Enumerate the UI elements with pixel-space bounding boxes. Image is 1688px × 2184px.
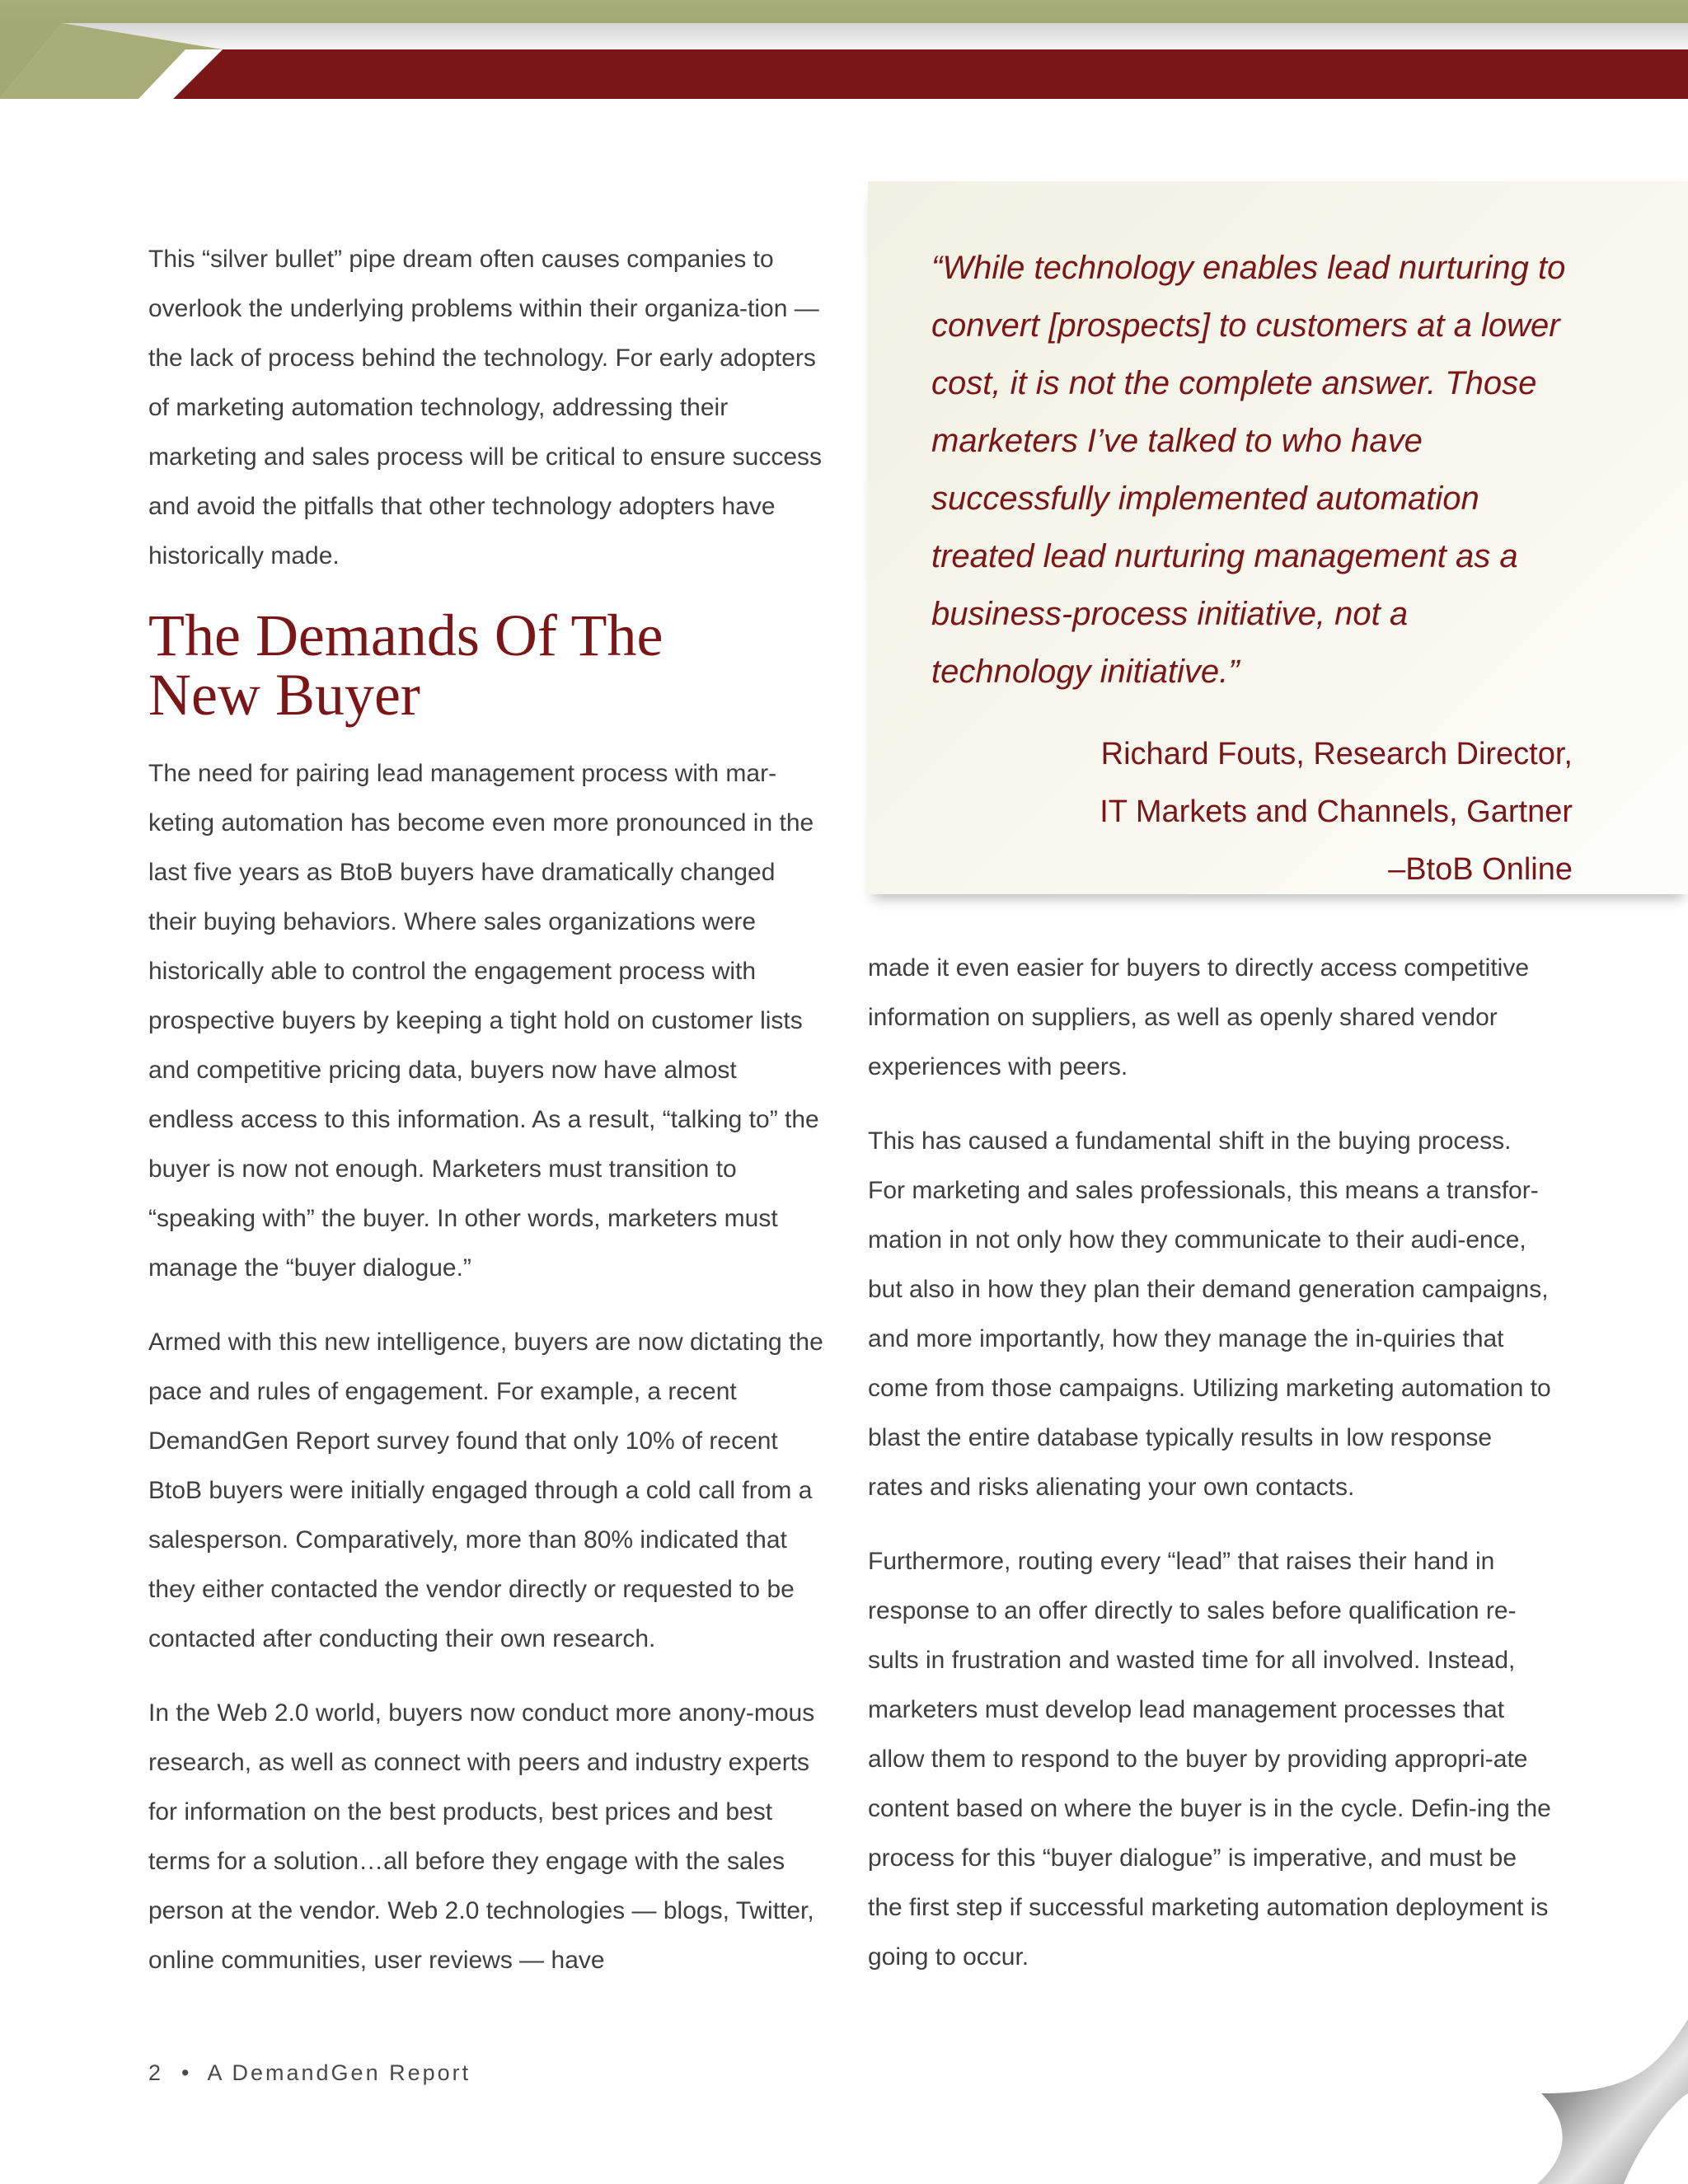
attribution-line-2: IT Markets and Channels, Gartner xyxy=(1100,794,1573,829)
intro-paragraph: This “silver bullet” pipe dream often causes companies to overlook the underlying problems within their organiza-tion — the lack of process behind the technology. For early adopters of marketing automation technology, addressing their marketing and sales process will be critical to ensure success and avoid the pitfalls that other technology adopters have historically made. xyxy=(148,246,823,569)
right-column xyxy=(868,944,1552,2007)
body-paragraph: Armed with this new intelligence, buyers are now dictating the pace and rules of engagement. For example, a recent DemandGen Report survey found that only 10% of recent BtoB buyers were initially engaged through a cold call from a salesperson. Comparatively, more than 80% indicated that they either contacted the vendor directly or requested to be contacted after conducting their own research. xyxy=(148,1329,823,1652)
page-curl-icon xyxy=(1517,1970,1688,2184)
pull-quote-text: “While technology enables lead nurturing to convert [prospects] to customers at a lower cost, it is not the complete answer. Those marketers I’ve talked to who have successfully implemented automation treated lead nurturing management as a business-process initiative, not a technology initiative.” xyxy=(931,250,1566,690)
page-footer xyxy=(148,2060,471,2086)
header-band xyxy=(0,0,1688,107)
body-paragraph: made it even easier for buyers to directly access competitive information on suppliers, as well as openly shared vendor experiences with peers. xyxy=(868,954,1530,1080)
pull-quote-box xyxy=(868,181,1688,894)
bullet-separator: • xyxy=(181,2060,190,2085)
body-paragraph: The need for pairing lead management process with mar-keting automation has become even more pronounced in the last five years as BtoB buyers have dramatically changed their buying behaviors. Where sales organizations were historically able to control the engagement process with prospective buyers by keeping a tight hold on customer lists and competitive pricing data, buyers now have almost endless access to this information. As a result, “talking to” the buyer is now not enough. Marketers must transition to “speaking with” the buyer. In other words, marketers must manage the “buyer dialogue.” xyxy=(148,760,819,1282)
quote-attribution xyxy=(931,725,1573,898)
heading-line-1: The Demands Of The xyxy=(148,602,663,668)
body-paragraph: This has caused a fundamental shift in the buying process. For marketing and sales professionals, this means a transfor-mation in not only how they communicate to their audi-ence, but also in how they plan their demand generation campaigns, and more importantly, how they manage the in-quiries that come from those campaigns. Utilizing marketing automation to blast the entire database typically results in low response rates and risks alienating your own contacts. xyxy=(868,1127,1551,1501)
publication-name: A DemandGen Report xyxy=(207,2060,471,2085)
left-column xyxy=(148,235,824,2010)
body-paragraph: Furthermore, routing every “lead” that raises their hand in response to an offer directly to sales before qualification re-sults in frustration and wasted time for all involved. Instead, marketers must develop lead management processes that allow them to respond to the buyer by providing appropri-ate content based on where the buyer is in the cycle. Defin-ing the process for this “buyer dialogue” is imperative, and must be the first step if successful marketing automation deployment is going to occur. xyxy=(868,1548,1551,1971)
page-number: 2 xyxy=(148,2060,164,2085)
attribution-line-3: –BtoB Online xyxy=(1388,852,1573,887)
attribution-line-1: Richard Fouts, Research Director, xyxy=(1100,737,1573,771)
heading-line-2: New Buyer xyxy=(148,662,420,728)
body-paragraph: In the Web 2.0 world, buyers now conduct more anony-mous research, as well as connect with peers and industry experts for information on the best products, best prices and best terms for a solution…all before they engage with the sales person at the vendor. Web 2.0 technologies — blogs, Twitter, online communities, user reviews — have xyxy=(148,1699,815,1974)
section-heading xyxy=(148,602,824,728)
